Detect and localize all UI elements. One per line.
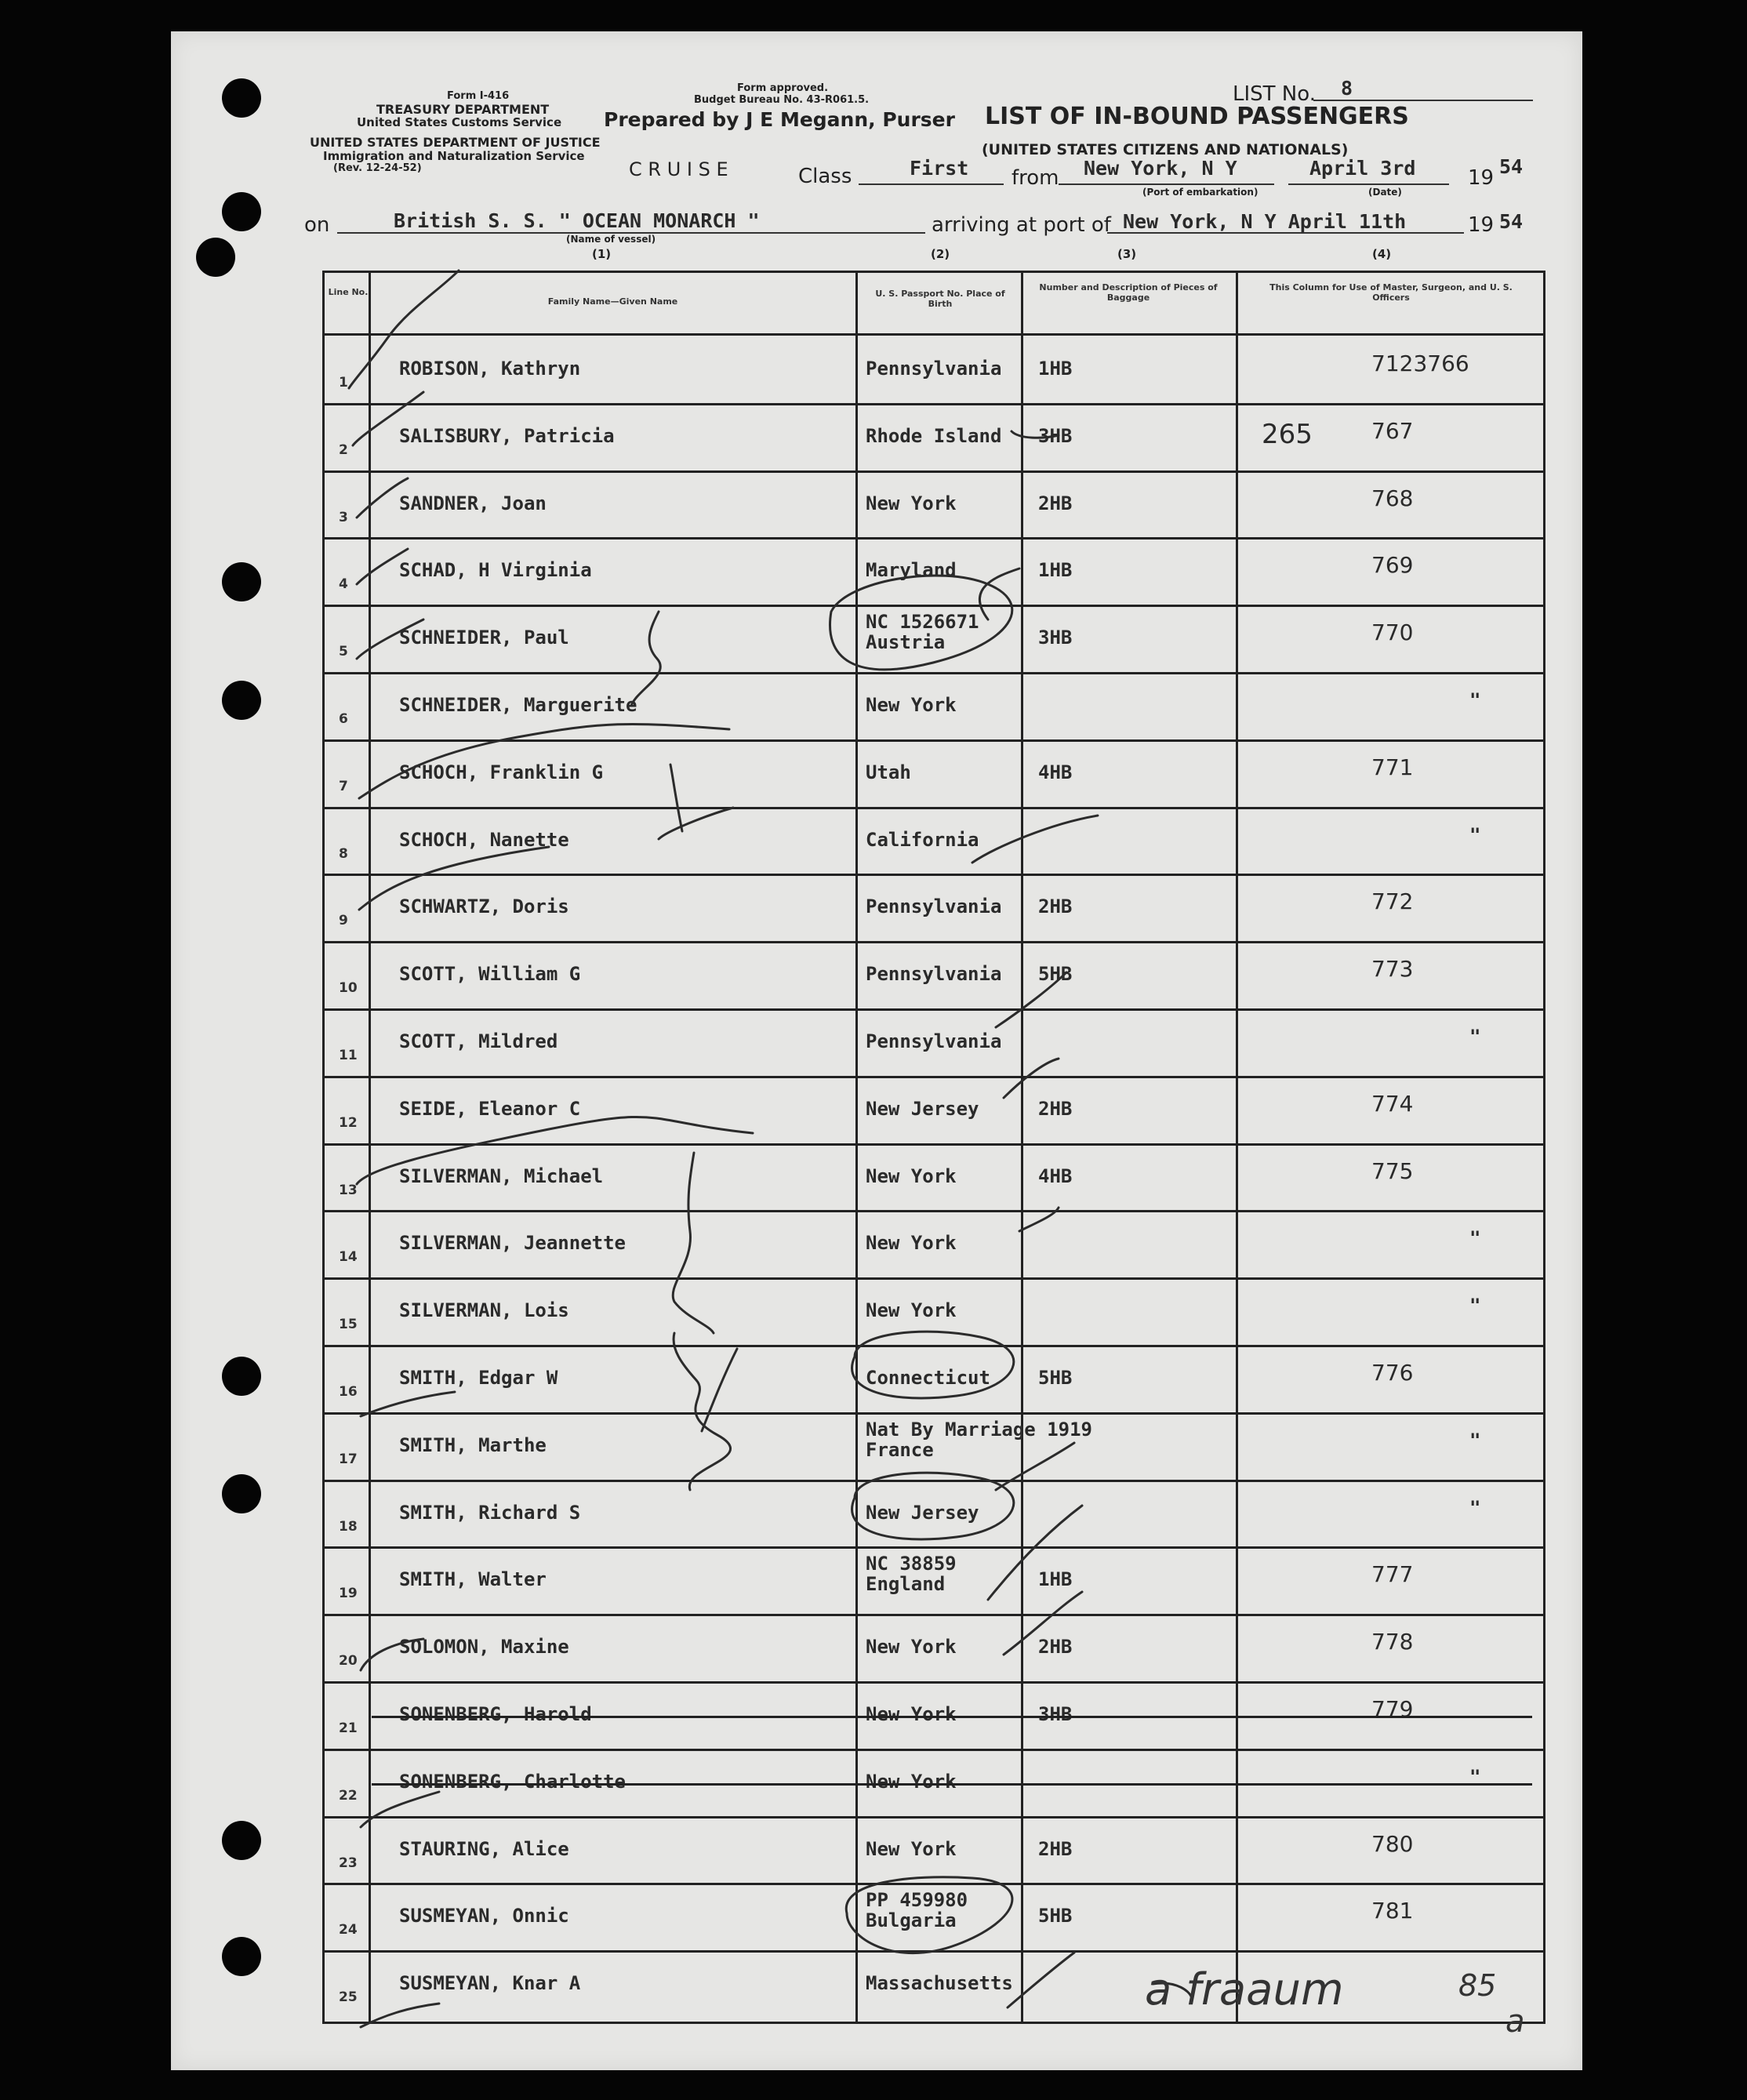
place-of-birth: New York xyxy=(866,1837,957,1860)
passenger-name: SCHNEIDER, Paul xyxy=(399,627,569,649)
passport-or-birthplace: NC 38859 xyxy=(866,1553,957,1575)
officer-number: 768 xyxy=(1371,485,1414,511)
officer-number: 781 xyxy=(1371,1898,1414,1924)
justice-label: UNITED STATES DEPARTMENT OF JUSTICE xyxy=(310,135,601,150)
passenger-name: SCHNEIDER, Marguerite xyxy=(399,694,637,716)
port-caption: (Port of embarkation) xyxy=(1142,187,1258,198)
place-of-birth: New York xyxy=(866,1164,957,1187)
officer-number: 772 xyxy=(1371,888,1414,915)
passenger-name: SCOTT, William G xyxy=(399,963,581,986)
place-of-birth: France xyxy=(866,1438,934,1461)
line-number: 22 xyxy=(339,1787,358,1804)
place-of-birth: New York xyxy=(866,1703,957,1725)
passenger-name: SONENBERG, Charlotte xyxy=(399,1770,626,1793)
baggage-count: 2HB xyxy=(1038,1097,1073,1120)
line-number: 17 xyxy=(339,1451,358,1467)
passenger-name: SEIDE, Eleanor C xyxy=(399,1097,581,1120)
line-number: 19 xyxy=(339,1586,358,1602)
baggage-count: 4HB xyxy=(1038,761,1073,783)
baggage-count: 3HB xyxy=(1038,424,1073,447)
line-number: 3 xyxy=(339,509,348,525)
passenger-name: SCHAD, H Virginia xyxy=(399,559,592,582)
place-of-birth: Massachusetts xyxy=(866,1972,1013,1995)
place-of-birth: Connecticut xyxy=(866,1367,990,1389)
passenger-name: STAURING, Alice xyxy=(399,1837,569,1860)
vessel-name: British S. S. " OCEAN MONARCH " xyxy=(394,209,760,232)
ins-label: Immigration and Naturalization Service xyxy=(323,149,585,163)
line-number: 16 xyxy=(339,1384,358,1400)
passenger-name: SILVERMAN, Jeannette xyxy=(399,1232,626,1255)
place-of-birth: New York xyxy=(866,1636,957,1659)
line-number: 9 xyxy=(339,913,348,929)
passenger-name: SMITH, Walter xyxy=(399,1568,547,1591)
col-num-2: (2) xyxy=(931,247,950,261)
officer-number: 773 xyxy=(1371,956,1414,983)
officer-number: 780 xyxy=(1371,1830,1414,1857)
on-label: on xyxy=(304,213,330,237)
officer-number: " xyxy=(1469,1026,1481,1048)
passenger-name: SMITH, Richard S xyxy=(399,1501,581,1524)
port-of-embarkation: New York, N Y xyxy=(1084,157,1237,180)
officer-number: 776 xyxy=(1371,1360,1414,1386)
col-header-baggage: Number and Description of Pieces of Baggage xyxy=(1039,282,1218,303)
baggage-count: 4HB xyxy=(1038,1164,1073,1187)
class-value: First xyxy=(910,157,969,180)
place-of-birth: New Jersey xyxy=(866,1501,979,1524)
place-of-birth: New York xyxy=(866,1232,957,1255)
officer-number: 7123766 xyxy=(1371,351,1469,376)
line-number: 20 xyxy=(339,1653,358,1669)
line-number: 21 xyxy=(339,1720,358,1736)
line-number: 12 xyxy=(339,1114,358,1131)
form-title: LIST OF IN-BOUND PASSENGERS xyxy=(985,103,1409,130)
col-num-3: (3) xyxy=(1117,247,1137,261)
line-number: 5 xyxy=(339,644,348,660)
officer-number: " xyxy=(1469,689,1481,711)
line-number: 25 xyxy=(339,1989,358,2006)
place-of-birth: Pennsylvania xyxy=(866,358,1002,380)
baggage-count: 3HB xyxy=(1038,1703,1073,1725)
passenger-name: SALISBURY, Patricia xyxy=(399,424,615,447)
place-of-birth: Pennsylvania xyxy=(866,896,1002,918)
baggage-count: 5HB xyxy=(1038,1367,1073,1389)
place-of-birth: New York xyxy=(866,1299,957,1322)
line-number: 14 xyxy=(339,1249,358,1266)
baggage-count: 5HB xyxy=(1038,963,1073,986)
line-number: 23 xyxy=(339,1855,358,1871)
officer-number: " xyxy=(1469,1227,1481,1250)
class-label: Class xyxy=(798,165,852,188)
officer-number: " xyxy=(1469,1295,1481,1317)
list-no-label: LIST No. xyxy=(1233,82,1316,106)
line-number: 24 xyxy=(339,1922,358,1938)
officer-number: 777 xyxy=(1371,1561,1414,1588)
place-of-birth: New York xyxy=(866,492,957,514)
list-no-value: 8 xyxy=(1341,77,1353,100)
customs-label: United States Customs Service xyxy=(357,115,562,129)
officer-number: " xyxy=(1469,1429,1481,1451)
arrival-port-date: New York, N Y April 11th xyxy=(1123,210,1407,233)
signature-scrawl: a fraaum xyxy=(1145,1964,1344,2015)
place-of-birth: California xyxy=(866,828,979,851)
handwritten-number: 85 xyxy=(1458,1968,1497,2003)
passenger-name: SCHOCH, Franklin G xyxy=(399,761,604,783)
baggage-count: 5HB xyxy=(1038,1905,1073,1927)
passenger-name: SUSMEYAN, Onnic xyxy=(399,1905,569,1927)
place-of-birth: New Jersey xyxy=(866,1097,979,1120)
line-number: 7 xyxy=(339,778,348,794)
col-header-line: Line No. xyxy=(328,287,369,297)
cruise-label: C R U I S E xyxy=(629,158,728,180)
col-num-1: (1) xyxy=(592,247,612,261)
passenger-name: SANDNER, Joan xyxy=(399,492,547,514)
line-number: 1 xyxy=(339,375,348,391)
col-header-officers: This Column for Use of Master, Surgeon, and U. S. Officers xyxy=(1269,282,1513,303)
passenger-name: SCOTT, Mildred xyxy=(399,1030,558,1052)
officer-number: 771 xyxy=(1371,754,1414,780)
line-number: 6 xyxy=(339,711,348,727)
arrival-year: 54 xyxy=(1499,210,1524,233)
line-number: 4 xyxy=(339,576,348,593)
baggage-count: 1HB xyxy=(1038,559,1073,582)
handwritten-note: 265 xyxy=(1262,418,1313,450)
passport-or-birthplace: NC 1526671 xyxy=(866,611,979,634)
passenger-name: SUSMEYAN, Knar A xyxy=(399,1972,581,1995)
passenger-name: SOLOMON, Maxine xyxy=(399,1636,569,1659)
passenger-name: SMITH, Marthe xyxy=(399,1433,547,1456)
passenger-name: SCHWARTZ, Doris xyxy=(399,896,569,918)
arriving-label: arriving at port of xyxy=(932,213,1111,237)
passenger-name: SONENBERG, Harold xyxy=(399,1703,592,1725)
officer-number: 767 xyxy=(1371,417,1414,444)
year-prefix: 19 xyxy=(1468,166,1495,190)
col-header-name: Family Name—Given Name xyxy=(547,296,678,307)
revision-label: (Rev. 12-24-52) xyxy=(333,162,422,174)
place-of-birth: New York xyxy=(866,1770,957,1793)
passenger-name: SCHOCH, Nanette xyxy=(399,828,569,851)
col-num-4: (4) xyxy=(1372,247,1392,261)
arrive-year-prefix: 19 xyxy=(1468,213,1495,237)
baggage-count: 2HB xyxy=(1038,896,1073,918)
officer-number: 779 xyxy=(1371,1696,1414,1722)
form-number: Form I-416 xyxy=(447,90,510,102)
place-of-birth: Utah xyxy=(866,761,911,783)
handwritten-initial: a xyxy=(1505,2004,1525,2040)
budget-bureau: Budget Bureau No. 43-R061.5. xyxy=(694,94,870,106)
vessel-caption: (Name of vessel) xyxy=(566,234,656,245)
col-header-passport: U. S. Passport No. Place of Birth xyxy=(875,289,1005,309)
prepared-by: Prepared by J E Megann, Purser xyxy=(604,108,955,131)
place-of-birth: New York xyxy=(866,694,957,716)
place-of-birth: Pennsylvania xyxy=(866,1030,1002,1052)
place-of-birth: Rhode Island xyxy=(866,424,1002,447)
officer-number: 770 xyxy=(1371,619,1414,646)
baggage-count: 1HB xyxy=(1038,358,1073,380)
officer-number: 769 xyxy=(1371,552,1414,579)
line-number: 11 xyxy=(339,1048,358,1063)
baggage-count: 2HB xyxy=(1038,1837,1073,1860)
passport-or-birthplace: Nat By Marriage 1919 xyxy=(866,1418,1092,1441)
officer-number: 774 xyxy=(1371,1090,1414,1117)
treasury-label: TREASURY DEPARTMENT xyxy=(376,102,550,117)
place-of-birth: Austria xyxy=(866,631,946,654)
departure-year: 54 xyxy=(1499,155,1524,178)
line-number: 13 xyxy=(339,1182,358,1198)
form-approved: Form approved. xyxy=(737,82,829,94)
departure-date: April 3rd xyxy=(1309,157,1416,180)
from-label: from xyxy=(1012,166,1059,190)
officer-number: 775 xyxy=(1371,1157,1414,1184)
date-caption: (Date) xyxy=(1368,187,1402,198)
place-of-birth: England xyxy=(866,1573,946,1596)
line-number: 2 xyxy=(339,441,348,458)
officer-number: 778 xyxy=(1371,1629,1414,1655)
place-of-birth: Bulgaria xyxy=(866,1909,957,1932)
line-number: 8 xyxy=(339,845,348,862)
line-number: 15 xyxy=(339,1317,358,1333)
place-of-birth: Maryland xyxy=(866,559,957,582)
officer-number: " xyxy=(1469,823,1481,846)
place-of-birth: Pennsylvania xyxy=(866,963,1002,986)
baggage-count: 1HB xyxy=(1038,1568,1073,1591)
passenger-name: SMITH, Edgar W xyxy=(399,1367,558,1389)
baggage-count: 3HB xyxy=(1038,627,1073,649)
passenger-name: SILVERMAN, Lois xyxy=(399,1299,569,1322)
baggage-count: 2HB xyxy=(1038,1636,1073,1659)
passenger-name: ROBISON, Kathryn xyxy=(399,358,581,380)
passenger-name: SILVERMAN, Michael xyxy=(399,1164,604,1187)
passport-or-birthplace: PP 459980 xyxy=(866,1889,968,1912)
officer-number: " xyxy=(1469,1765,1481,1788)
form-subtitle: (UNITED STATES CITIZENS AND NATIONALS) xyxy=(982,141,1349,158)
baggage-count: 2HB xyxy=(1038,492,1073,514)
line-number: 10 xyxy=(339,980,358,997)
line-number: 18 xyxy=(339,1518,358,1535)
officer-number: " xyxy=(1469,1496,1481,1519)
